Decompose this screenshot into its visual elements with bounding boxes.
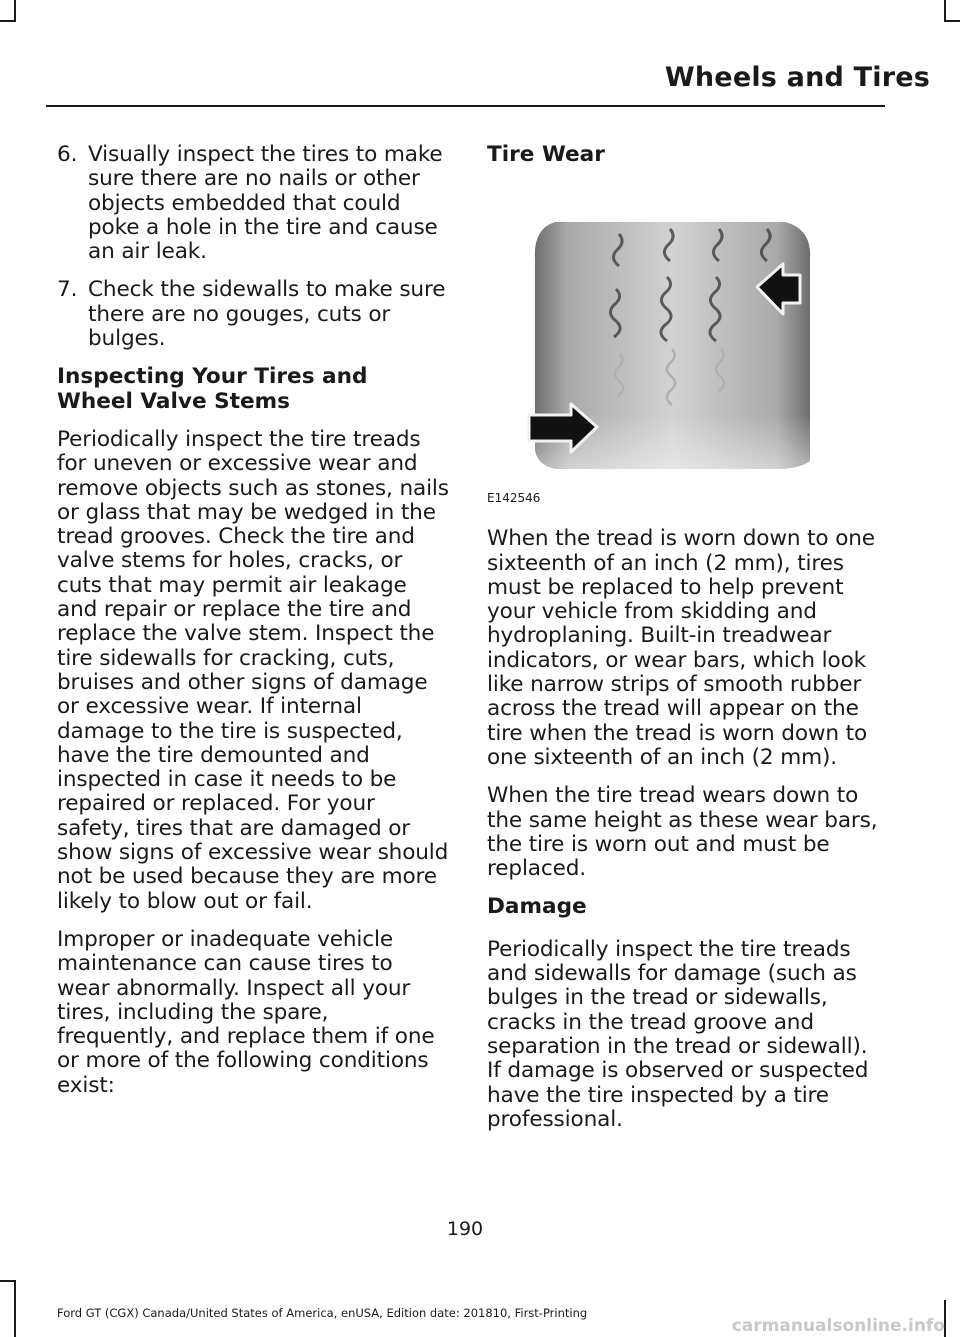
subheading-tire-wear: Tire Wear [487, 142, 605, 167]
header-divider [46, 105, 885, 107]
section-title: Wheels and Tires [664, 62, 930, 93]
paragraph: When the tread is worn down to one sixteenth of an inch (2 mm), tires must be replaced to help prevent your vehicle from skidding and hydroplaning. Built-in treadwear indicators, or wear bars, which look like narrow strips of smooth rubber across the tread will appear on the tire when the tread is worn down to one sixteenth of an inch (2 mm). [487, 526, 875, 770]
paragraph: Periodically inspect the tire treads and sidewalls for damage (such as bulges in the tread or sidewalls, cracks in the tread groove and separation in the tread or sidewall). If damage is observed or suspected have the tire inspected by a tire professional. [487, 936, 869, 1132]
tire-wear-illustration [487, 189, 823, 506]
right-column [487, 143, 882, 1146]
paragraph: Improper or inadequate vehicle maintenance can cause tires to wear abnormally. Inspect all your tires, including the spare, frequently, and replace them if one or more of the following conditions exist: [57, 926, 435, 1098]
tire-tread-image [487, 189, 823, 489]
paragraph: Periodically inspect the tire treads for uneven or excessive wear and remove objects such as stones, nails or glass that may be wedged in the tread grooves. Check the tire and valve stems for holes, cracks, or cuts that may permit air leakage and repair or replace the tire and replace the valve stem. Inspect the tire sidewalls for cracking, cuts, bruises and other signs of damage or excessive wear. If internal damage to the tire is suspected, have the tire demounted and inspected in case it needs to be repaired or replaced. For your safety, tires that are damaged or show signs of excessive wear should not be used because they are more likely to blow out or fail. [57, 426, 449, 914]
figure-id: E142546 [487, 491, 541, 506]
crop-mark [14, 0, 16, 22]
edition-note: Ford GT (CGX) Canada/United States of America, enUSA, Edition date: 201810, First-Printing [57, 1306, 588, 1320]
paragraph: When the tire tread wears down to the same height as these wear bars, the tire is worn out and must be replaced. [487, 783, 878, 882]
list-item-text: Check the sidewalls to make sure there are no gouges, cuts or bulges. [88, 277, 446, 352]
crop-mark [0, 1280, 16, 1282]
list-item [57, 143, 449, 264]
list-item [57, 278, 449, 351]
list-item-number: 6. [57, 142, 78, 167]
subheading-inspecting: Inspecting Your Tires and Wheel Valve Stems [57, 364, 368, 414]
watermark: carmanualsonline.info [731, 1316, 945, 1336]
page-number: 190 [446, 1218, 484, 1240]
list-item-text: Visually inspect the tires to make sure there are no nails or other objects embedded that could poke a hole in the tire and cause an air leak. [88, 142, 443, 265]
subheading-damage: Damage [487, 894, 587, 920]
crop-mark [14, 1280, 16, 1337]
list-item-number: 7. [57, 277, 78, 303]
crop-mark [0, 20, 16, 22]
left-column [57, 143, 449, 1112]
crop-mark [944, 20, 960, 22]
crop-mark [944, 0, 946, 22]
